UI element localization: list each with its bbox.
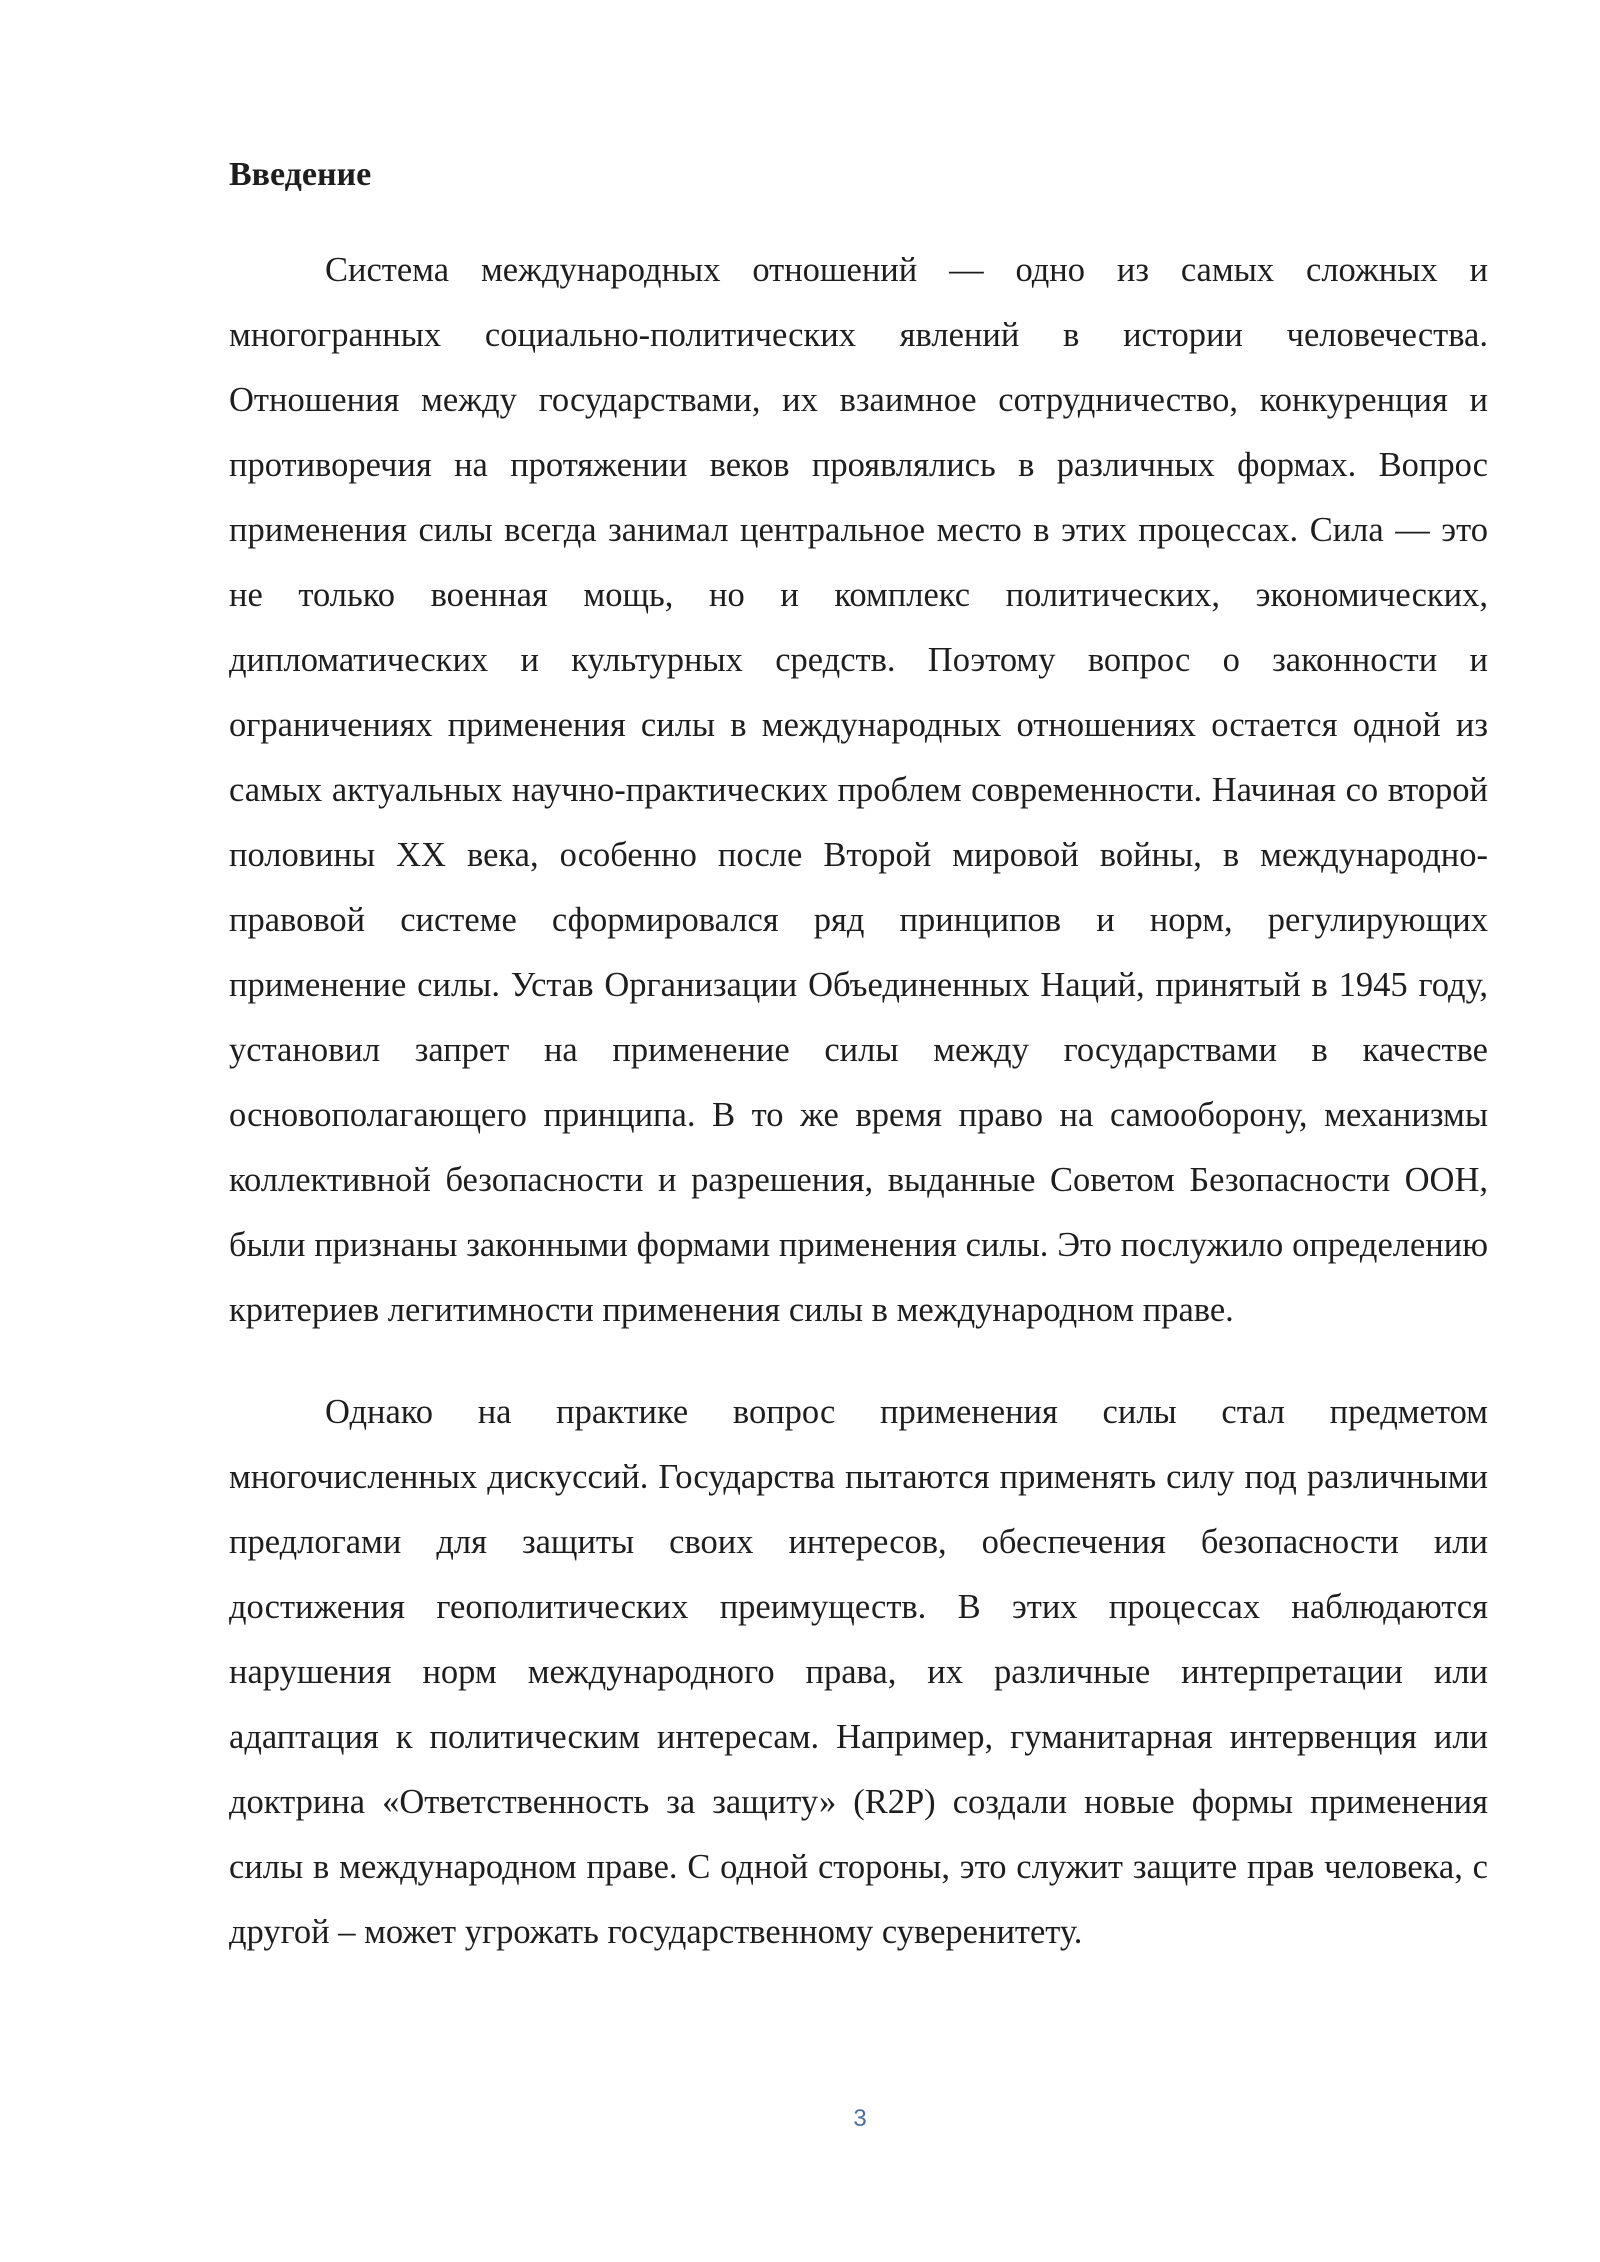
page-content — [229, 150, 1488, 1965]
paragraph-1: Система международных отношений — одно из самых сложных и многогранных социально-политических явлений в истории человечества. Отношения между государствами, их взаимное сотрудничество, конкуренция и противоречия на протяжении веков проявлялись в различных формах. Вопрос применения силы всегда занимал центральное место в этих процессах. Сила — это не только военная мощь, но и комплекс политических, экономических, дипломатических и культурных средств. Поэтому вопрос о законности и ограничениях применения силы в международных отношениях остается одной из самых актуальных научно-практических проблем современности. Начиная со второй половины XX века, особенно после Второй мировой войны, в международно-правовой системе сформировался ряд принципов и норм, регулирующих применение силы. Устав Организации Объединенных Наций, принятый в 1945 году, установил запрет на применение силы между государствами в качестве основополагающего принципа. В то же время право на самооборону, механизмы коллективной безопасности и разрешения, выданные Советом Безопасности ООН, были признаны законными формами применения силы. Это послужило определению критериев легитимности применения силы в международном праве. — [229, 251, 1488, 1329]
paragraph-2: Однако на практике вопрос применения силы стал предметом многочисленных дискуссий. Государства пытаются применять силу под различными предлогами для защиты своих интересов, обеспечения безопасности или достижения геополитических преимуществ. В этих процессах наблюдаются нарушения норм международного права, их различные интерпретации или адаптация к политическим интересам. Например, гуманитарная интервенция или доктрина «Ответственность за защиту» (R2P) создали новые формы применения силы в международном праве. С одной стороны, это служит защите прав человека, с другой – может угрожать государственному суверенитету. — [229, 1393, 1488, 1951]
section-heading: Введение — [229, 156, 372, 193]
page-number: 3 — [853, 2105, 867, 2132]
